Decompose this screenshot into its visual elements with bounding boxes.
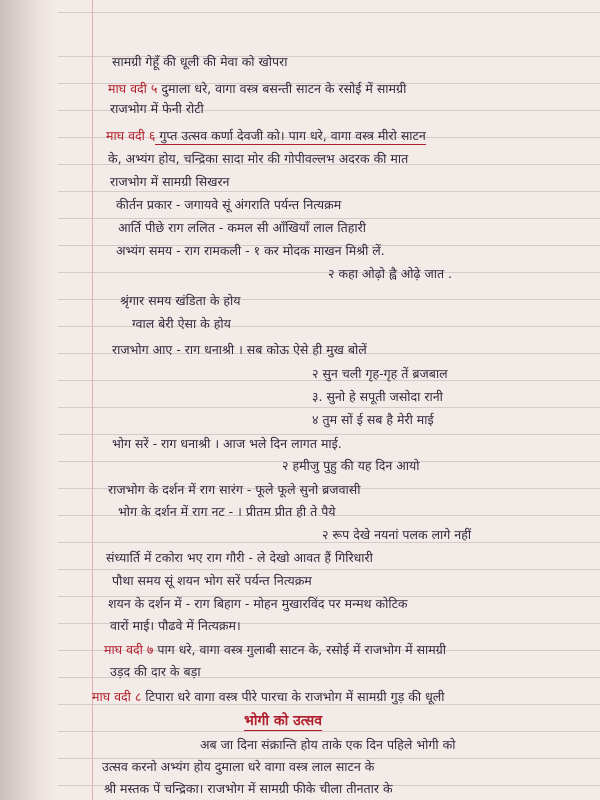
page-fold-shadow: [0, 0, 58, 800]
text-line: संध्यार्ति में टकोरा भए राग गौरी - ले देखो आवत हैं गिरिधारी: [106, 550, 373, 565]
text-line: भोग सरें - राग धनाश्री । आज भले दिन लागत माई.: [112, 436, 342, 451]
text-line: २ हमीजु पुहु की यह दिन आयो: [282, 458, 420, 473]
text-line: पौथा समय सूं शयन भोग सरें पर्यन्त नित्यक्रम: [112, 573, 312, 588]
text-line: माघ वदी ५ दुमाला धरे, वागा वस्त्र बसन्ती साटन के रसोई में सामग्री: [108, 81, 407, 96]
text-line: कीर्तन प्रकार - जगायवे सूं अंगराति पर्यन्त नित्यक्रम: [116, 197, 342, 212]
text-line: श्रृंगार समय खंडिता के होय: [120, 293, 241, 308]
text-line: २ रूप देखे नयनां पलक लागे नहीं: [322, 527, 472, 542]
text-line: ४ तुम सों ई सब है मेरी माई: [312, 412, 434, 427]
text-line: अब जा दिना संक्रान्ति होय ताके एक दिन पहिले भोगी को: [200, 737, 456, 752]
text-line: माघ वदी ६ गुप्त उत्सव कर्णा देवजी को। पाग धरे, वागा वस्त्र मीरो साटन: [106, 128, 426, 143]
text-line: आर्ति पीछे राग ललित - कमल सी आँखियाँ लाल तिहारी: [118, 220, 366, 235]
text-line: राजभोग के दर्शन में राग सारंग - फूले फूले सुनो ब्रजवासी: [108, 482, 361, 497]
text-line: भोग के दर्शन में राग नट - । प्रीतम प्रीत ही ते पैये: [118, 504, 336, 519]
text-line: वारों माई। पौढवे में नित्यक्रम।: [110, 618, 241, 633]
text-line: शयन के दर्शन में - राग बिहाग - मोहन मुखारविंद पर मन्मथ कोटिक: [108, 596, 408, 611]
text-line: उड़द की दार के बड़ा: [110, 664, 201, 679]
text-line: माघ वदी ७ पाग धरे, वागा वस्त्र गुलाबी साटन के, रसोई में राजभोग में सामग्री: [104, 642, 447, 657]
margin-line: [92, 0, 93, 800]
text-line: राजभोग में सामग्री सिखरन: [110, 174, 230, 189]
text-line: अभ्यंग समय - राग रामकली - १ कर मोदक माखन मिश्री लें.: [116, 243, 385, 258]
text-line: राजभोग में फेनी रोटी: [110, 101, 204, 116]
text-line: २ सुन चली गृह-गृह तें ब्रजबाल: [312, 366, 448, 381]
text-line: के, अभ्यंग होय, चन्द्रिका सादा मोर की गोपीवल्लभ अदरक की मात: [108, 151, 409, 166]
text-line: ग्वाल बेरी ऐसा के होय: [132, 316, 231, 331]
section-heading: भोगी को उत्सव: [244, 713, 323, 729]
text-line: सामग्री गेहूँ की धूली की मेवा को खोपरा: [112, 54, 288, 69]
text-line: २ कहा ओढ़ो ह्वै ओढ़े जात .: [328, 266, 453, 281]
text-line: राजभोग आए - राग धनाश्री । सब कोऊ ऐसे ही मुख बोलें: [112, 342, 367, 357]
text-line: माघ वदी ८ टिपारा धरे वागा वस्त्र पीरे पारचा के राजभोग में सामग्री गुड़ की धूली: [92, 689, 445, 704]
text-line: ३. सुनो हे सपूती जसोदा रानी: [312, 389, 443, 404]
text-line: उत्सव करनो अभ्यंग होय दुमाला धरे वागा वस्त्र लाल साटन के: [102, 759, 375, 774]
text-line: श्री मस्तक पें चन्द्रिका। राजभोग में सामग्री फीके चीला तीनतार के: [104, 781, 393, 796]
